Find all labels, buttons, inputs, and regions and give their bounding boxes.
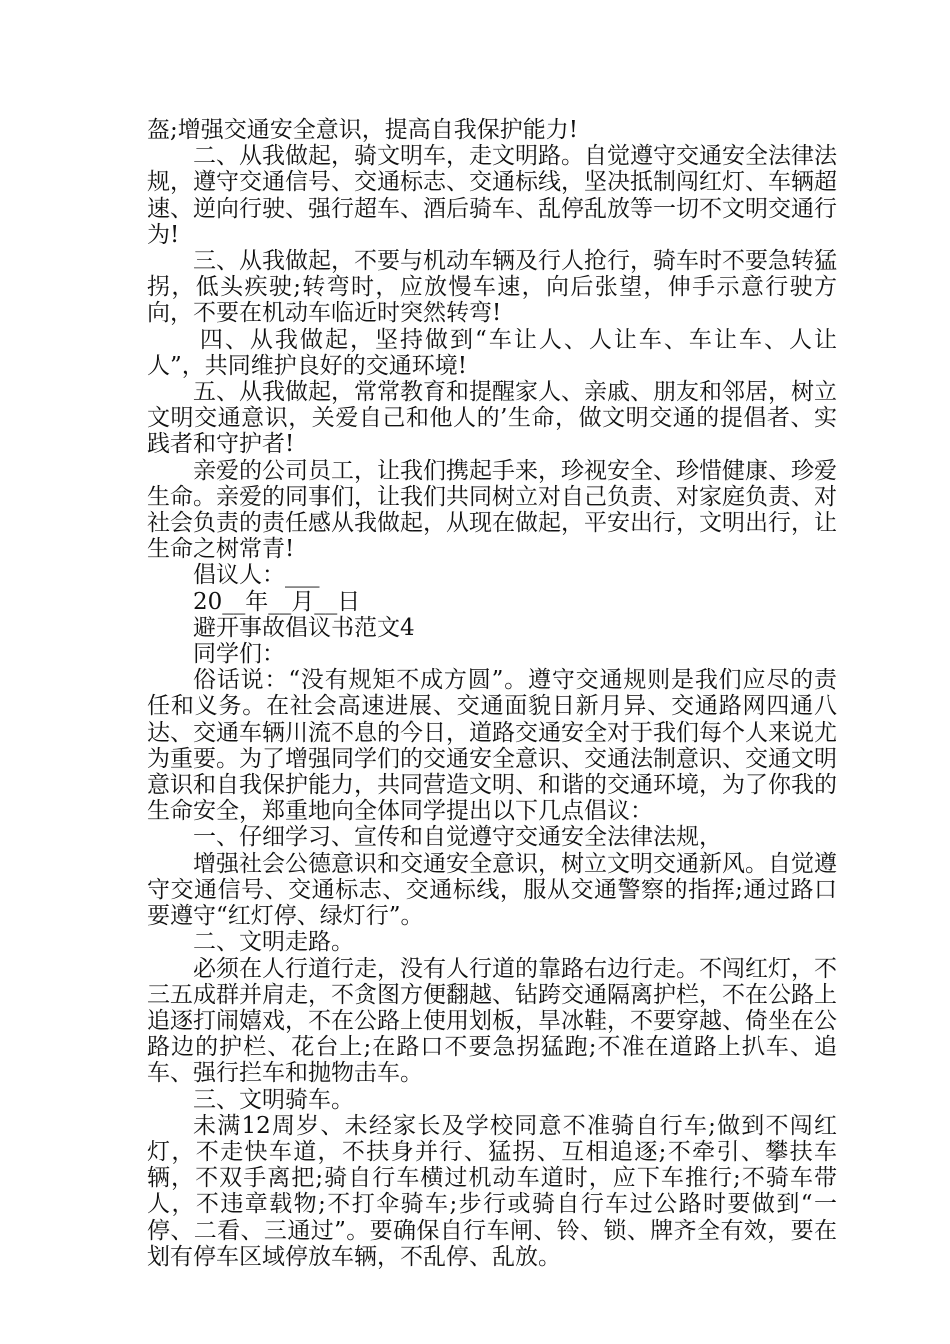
document-body: [147, 117, 837, 1270]
signature-line: 倡议人：___: [193, 562, 320, 589]
paragraph-point-2: 二、从我做起，骑文明车，走文明路。自觉遵守交通安全法律法规，遵守交通信号、交通标志、交通标线，坚决抵制闯红灯、车辆超速、逆向行驶、强行超车、酒后骑车、乱停乱放等一切不文明交通行为!: [147, 143, 837, 248]
date-line: 20__年__月__日: [193, 588, 361, 615]
section-title: 避开事故倡议书范文4: [193, 614, 415, 641]
paragraph-item-1: 增强社会公德意识和交通安全意识，树立文明交通新风。自觉遵守交通信号、交通标志、交通标线，服从交通警察的指挥;通过路口要遵守“红灯停、绿灯行”。: [147, 850, 837, 930]
paragraph-continuation: 盔;增强交通安全意识，提高自我保护能力!: [147, 117, 578, 143]
paragraph-point-4: 四、从我做起，坚持做到“车让人、人让车、车让车、人让人”，共同维护良好的交通环境!: [147, 326, 837, 379]
heading-item-3: 三、文明骑车。: [193, 1086, 354, 1113]
paragraph-intro: 俗话说：“没有规矩不成方圆”。遵守交通规则是我们应尽的责任和义务。在社会高速进展、交通面貌日新月异、交通路网四通八达、交通车辆川流不息的今日，道路交通安全对于我们每个人来说尤为重要。为了增强同学们的交通安全意识、交通法制意识、交通文明意识和自我保护能力，共同营造文明、和谐的交通环境，为了你我的生命安全，郑重地向全体同学提出以下几点倡议：: [147, 667, 837, 825]
paragraph-closing: 亲爱的公司员工，让我们携起手来，珍视安全、珍惜健康、珍爱生命。亲爱的同事们，让我们共同树立对自己负责、对家庭负责、对社会负责的责任感从我做起，从现在做起，平安出行，文明出行，让生命之树常青!: [147, 457, 837, 563]
salutation: 同学们：: [193, 641, 285, 668]
heading-item-1: 一、仔细学习、宣传和自觉遵守交通安全法律法规，: [193, 824, 722, 851]
paragraph-item-2: 必须在人行道行走，没有人行道的靠路右边行走。不闯红灯，不三五成群并肩走，不贪图方便翻越、钻跨交通隔离护栏，不在公路上追逐打闹嬉戏，不在公路上使用划板，旱冰鞋，不要穿越、倚坐在公路边的护栏、花台上;在路口不要急拐猛跑;不准在道路上扒车、追车、强行拦车和抛物击车。: [147, 955, 837, 1087]
paragraph-item-3: 未满12周岁、未经家长及学校同意不准骑自行车;做到不闯红灯，不走快车道，不扶身并行、猛拐、互相追逐;不牵引、攀扶车辆，不双手离把;骑自行车横过机动车道时，应下车推行;不骑车带人，不违章载物;不打伞骑车;步行或骑自行车过公路时要做到“一停、二看、三通过”。要确保自行车闸、铃、锁、牌齐全有效，要在划有停车区域停放车辆，不乱停、乱放。: [147, 1112, 837, 1270]
paragraph-point-3: 三、从我做起，不要与机动车辆及行人抢行，骑车时不要急转猛拐，低头疾驶;转弯时，应放慢车速，向后张望，伸手示意行驶方向，不要在机动车临近时突然转弯!: [147, 248, 837, 327]
heading-item-2: 二、文明走路。: [193, 929, 354, 956]
paragraph-point-5: 五、从我做起，常常教育和提醒家人、亲戚、朋友和邻居，树立文明交通意识，关爱自己和他人的’生命，做文明交通的提倡者、实践者和守护者!: [147, 379, 837, 458]
